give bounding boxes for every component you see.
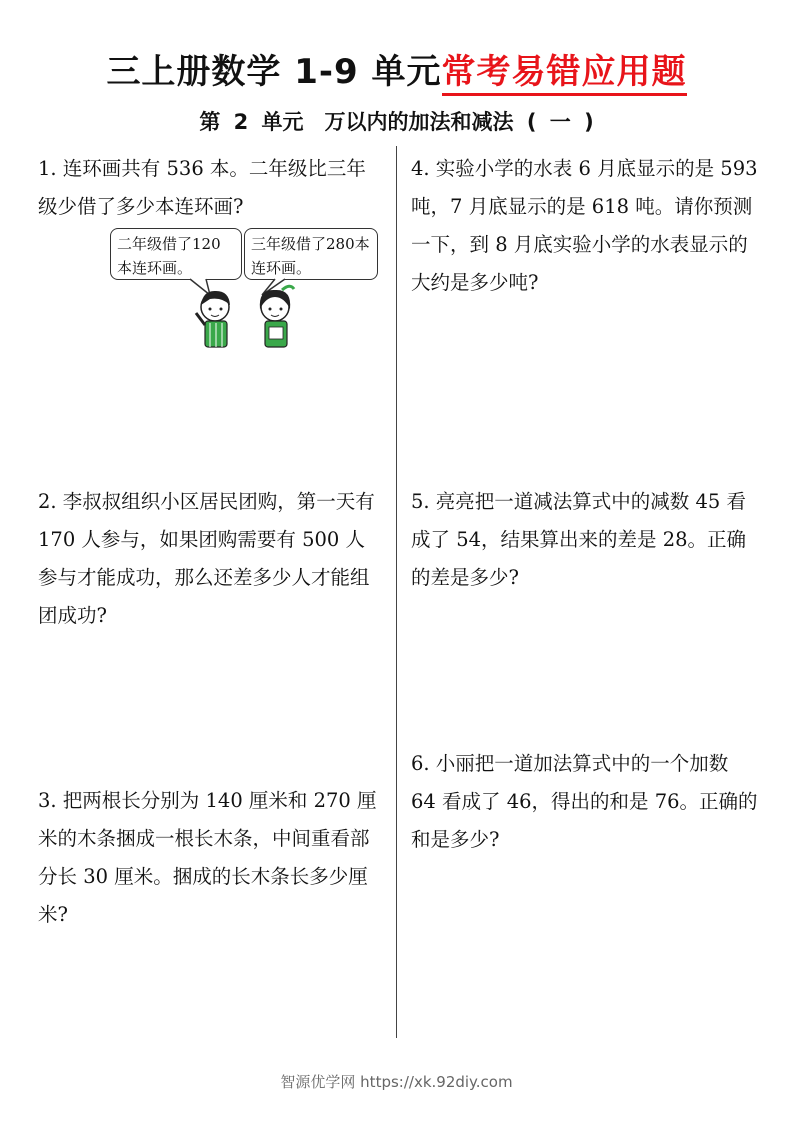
girl-figure [260, 286, 294, 347]
title-highlight: 常考易错应用题 [442, 52, 687, 96]
question-6: 6. 小丽把一道加法算式中的一个加数 64 看成了 46，得出的和是 76。正确的和是多少? [411, 752, 758, 851]
page-title [0, 44, 793, 93]
question-2: 2. 李叔叔组织小区居民团购，第一天有 170 人参与，如果团购需要有 500 人参与才能成功，那么还差多少人才能组团成功? [38, 490, 375, 627]
speech-bubble-boy: 二年级借了120本连环画。 [110, 228, 242, 280]
bubble-tail-boy [190, 279, 210, 295]
boy-figure [196, 291, 230, 347]
unit-subtitle: 第 2 单元 万以内的加法和减法 ( 一 ) [199, 110, 594, 134]
children-illustration [150, 275, 330, 355]
question-4: 4. 实验小学的水表 6 月底显示的是 593 吨，7 月底显示的是 618 吨。请你预测一下，到 8 月底实验小学的水表显示的大约是多少吨? [411, 157, 758, 294]
question-3: 3. 把两根长分别为 140 厘米和 270 厘米的木条捆成一根长木条，中间重看部分长 30 厘米。捆成的长木条长多少厘米? [38, 789, 377, 926]
question-1: 1. 连环画共有 536 本。二年级比三年级少借了多少本连环画? [38, 157, 366, 218]
footer-source: 智源优学网 https://xk.92diy.com [280, 1073, 513, 1091]
column-divider [396, 146, 397, 1038]
title-main: 三上册数学 1-9 单元 [106, 52, 442, 92]
speech-bubble-girl: 三年级借了280本连环画。 [244, 228, 378, 280]
question-5: 5. 亮亮把一道减法算式中的减数 45 看成了 54，结果算出来的差是 28。正确的差是多少? [411, 490, 747, 589]
